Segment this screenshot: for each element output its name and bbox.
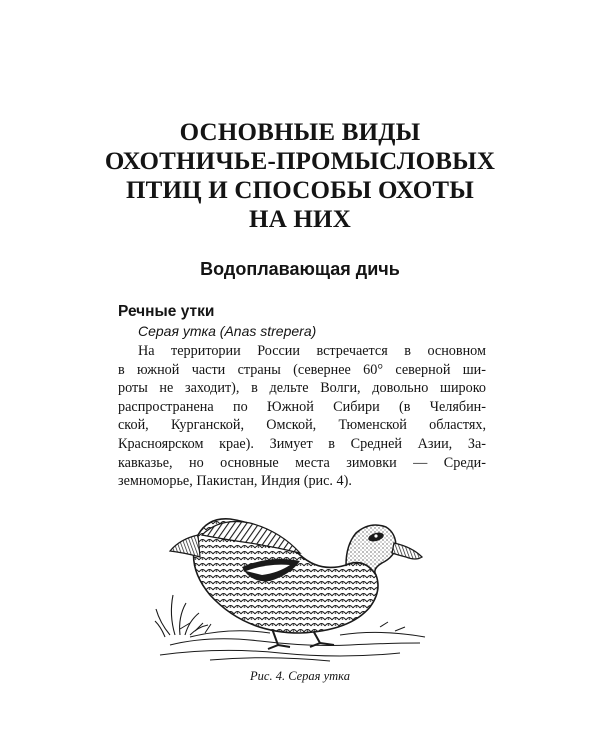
paragraph-line: ской, Курганской, Омской, Тюменской областях, (118, 417, 486, 434)
paragraph-line: На территории России встречается в основном (138, 343, 486, 359)
chapter-title-line: ОСНОВНЫЕ ВИДЫ (179, 119, 421, 146)
figure-caption: Рис. 4. Серая утка (250, 669, 350, 683)
section-title: Водоплавающая дичь (200, 259, 400, 279)
duck-eye (374, 534, 377, 537)
grass-tufts (155, 595, 208, 637)
gadwall-duck-illustration (150, 495, 450, 665)
paragraph-line: земноморье, Пакистан, Индия (рис. 4). (118, 473, 352, 490)
paragraph-line: Красноярском крае). Зимует в Средней Азии, За- (118, 435, 486, 452)
duck-tail (170, 535, 200, 557)
duck-bill (392, 543, 422, 559)
chapter-title (80, 118, 520, 234)
subsection-title: Речные утки (118, 303, 215, 320)
species-name: Серая утка (Anas strepera) (138, 323, 317, 339)
paragraph-line: кавказье, но основные места зимовки — Среди- (118, 454, 486, 471)
paragraph-line: в южной части страны (севернее 60° северной ши- (118, 361, 486, 378)
paragraph-line: распространена по Южной Сибири (в Челябин- (118, 398, 486, 415)
chapter-title-line: ПТИЦ И СПОСОБЫ ОХОТЫ (126, 177, 474, 204)
chapter-title-line: НА НИХ (249, 206, 351, 233)
chapter-title-line: ОХОТНИЧЬЕ-ПРОМЫСЛОВЫХ (104, 148, 496, 175)
species-description (118, 342, 486, 491)
paragraph-line: роты не заходит), в дельте Волги, довольно широко (118, 380, 486, 397)
